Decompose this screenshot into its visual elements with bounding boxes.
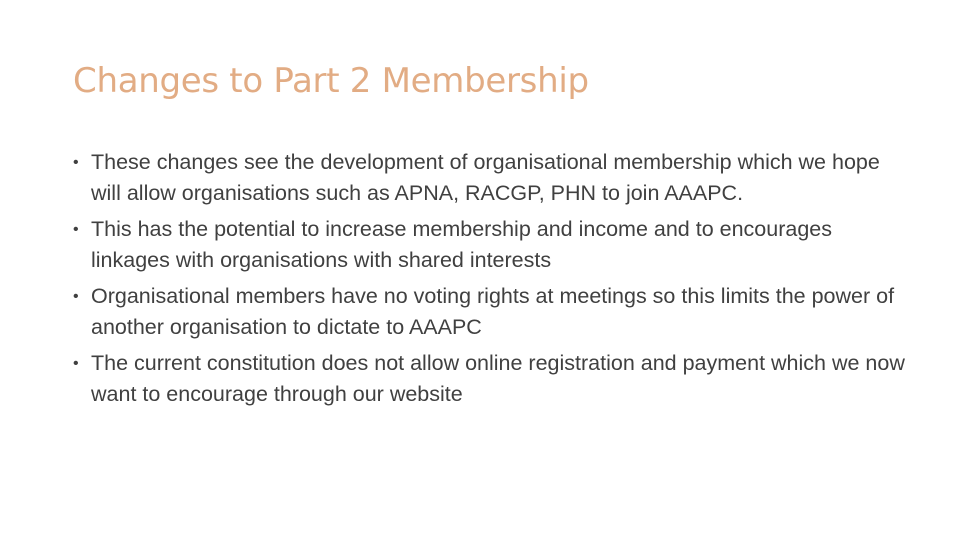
bullet-text: These changes see the development of organisational membership which we hope will allow organisations such as APNA, RACGP, PHN to join AAAPC. xyxy=(91,150,880,205)
bullet-text: This has the potential to increase membership and income and to encourages linkages with organisations with shared interests xyxy=(91,217,832,272)
bullet-icon: • xyxy=(73,355,79,372)
bullet-item xyxy=(73,214,913,276)
bullet-item xyxy=(73,348,913,410)
bullet-icon: • xyxy=(73,221,79,238)
bullet-list xyxy=(73,147,913,415)
slide-title: Changes to Part 2 Membership xyxy=(73,61,589,101)
bullet-text: The current constitution does not allow online registration and payment which we now want to encourage through our website xyxy=(91,351,905,406)
bullet-icon: • xyxy=(73,288,79,305)
bullet-text: Organisational members have no voting rights at meetings so this limits the power of another organisation to dictate to AAAPC xyxy=(91,284,895,339)
bullet-item xyxy=(73,147,913,209)
bullet-item xyxy=(73,281,913,343)
bullet-icon: • xyxy=(73,154,79,171)
